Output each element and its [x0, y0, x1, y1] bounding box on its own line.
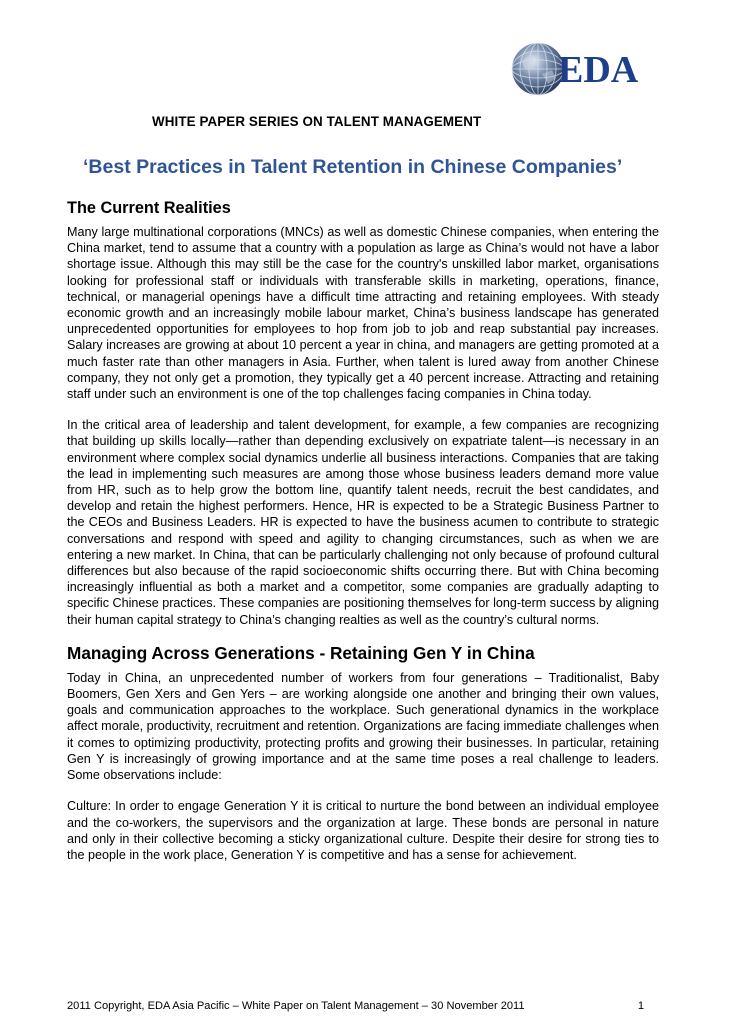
section-heading-current-realities: The Current Realities — [67, 199, 231, 217]
footer-copyright: 2011 Copyright, EDA Asia Pacific – White Paper on Talent Management – 30 November 2011 — [67, 1000, 525, 1012]
page-footer — [67, 1000, 659, 1012]
main-title: ‘Best Practices in Talent Retention in Chinese Companies’ — [83, 156, 623, 178]
paragraph: In the critical area of leadership and talent development, for example, a few companies are recognizing that building up skills locally—rather than depending exclusively on expatriate talent—is necessary in an environment where complex social dynamics underlie all business interactions. Companies that are taking the lead in implementing such measures are among those whose business leaders demand more value from HR, such as to help grow the bottom line, quantify talent needs, recruit the best candidates, and develop and retain the highest performers. Hence, HR is expected to be a Strategic Business Partner to the CEOs and Business Leaders. HR is expected to have the business acumen to contribute to strategic conversations and respond with speed and agility to changing circumstances, such as when we are entering a new market. In China, that can be particularly challenging not only because of profound cultural differences but also because of the rapid socioeconomic shifts occurring there. But with China becoming increasingly influential as both a market and a competitor, some companies are gradually adapting to specific Chinese practices. These companies are positioning themselves for long-term success by aligning their human capital strategy to China’s changing realties as well as the country’s cultural norms. — [67, 418, 659, 627]
page-number: 1 — [637, 1000, 644, 1012]
paragraph: Many large multinational corporations (MNCs) as well as domestic Chinese companies, when entering the China market, tend to assume that a country with a population as large as China’s would not have a labor shortage issue. Although this may still be the case for the country's unskilled labor market, organisations looking for professional staff or individuals with transferable skills in marketing, operations, finance, technical, or managerial openings have a difficult time attracting and retaining employees. With steady economic growth and an increasingly mobile labour market, China’s business landscape has generated unprecedented opportunities for employees to hop from job to job and reap substantial pay increases. Salary increases are growing at about 10 percent a year in china, and managers are getting promoted at a much faster rate than other managers in Asia. Further, when talent is lured away from another Chinese company, they not only get a promotion, they typically get a 40 percent increase. Attracting and retaining staff under such an environment is one of the top challenges facing companies in China today. — [67, 225, 659, 402]
eda-logo — [508, 36, 666, 102]
globe-logo-icon — [508, 36, 666, 102]
svg-text:EDA: EDA — [558, 49, 639, 91]
paragraph: Today in China, an unprecedented number of workers from four generations – Traditionalist, Baby Boomers, Gen Xers and Gen Yers – are working alongside one another and bringing their own values, goals and communication approaches to the workplace. Such generational dynamics in the workplace affect morale, productivity, recruitment and retention. Organizations are facing immediate challenges when it comes to optimizing productivity, protecting profits and growing their businesses. In particular, retaining Gen Y is increasingly of growing importance and at the same time poses a real challenge to leaders. Some observations include: — [67, 670, 659, 783]
document-body — [67, 199, 659, 878]
paragraph: Culture: In order to engage Generation Y it is critical to nurture the bond between an individual employee and the co-workers, the supervisors and the organization at large. These bonds are personal in nature and only in their collective becoming a sticky organizational culture. Despite their desire for strong ties to the people in the work place, Generation Y is competitive and has a sense for achievement. — [67, 799, 659, 862]
series-title: WHITE PAPER SERIES ON TALENT MANAGEMENT — [152, 114, 482, 129]
section-heading-managing-generations: Managing Across Generations - Retaining Gen Y in China — [67, 642, 535, 663]
